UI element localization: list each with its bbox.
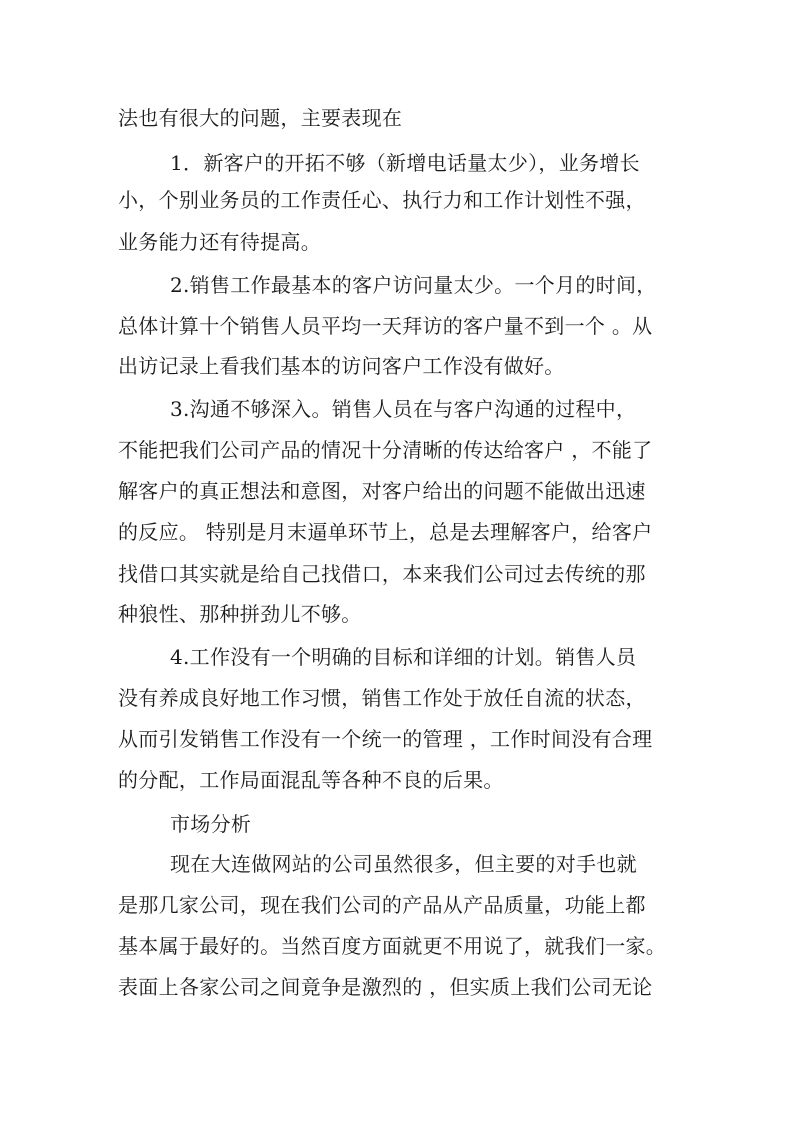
text-line: 的分配，工作局面混乱等各种不良的后果。 xyxy=(118,768,504,792)
list-item-4-line: 4.工作没有一个明确的目标和详细的计划。销售人员 xyxy=(170,645,637,669)
section-heading: 市场分析 xyxy=(170,812,252,836)
text-line: 的反应。 特别是月末逼单环节上，总是去理解客户，给客户 xyxy=(118,520,653,544)
text-line: 总体计算十个销售人员平均一天拜访的客户量不到一个 。从 xyxy=(118,314,653,338)
text-line: 种狼性、那种拼劲儿不够。 xyxy=(118,602,362,626)
text-line: 业务能力还有待提高。 xyxy=(118,230,321,254)
text-line: 是那几家公司，现在我们公司的产品从产品质量，功能上都 xyxy=(118,893,646,917)
text-line: 找借口其实就是给自己找借口，本来我们公司过去传统的那 xyxy=(118,562,646,586)
text-line: 解客户的真正想法和意图，对客户给出的问题不能做出迅速 xyxy=(118,479,646,503)
text-line: 表面上各家公司之间竟争是激烈的 ，但实质上我们公司无论 xyxy=(118,975,653,999)
list-item-2-line: 2.销售工作最基本的客户访问量太少。一个月的时间， xyxy=(170,273,657,297)
text-line: 法也有很大的问题，主要表现在 xyxy=(118,106,403,130)
text-line: 不能把我们公司产品的情况十分清晰的传达给客户 ，不能了 xyxy=(118,438,653,462)
list-item-1-line: 1．新客户的开拓不够（新增电话量太少），业务增长 xyxy=(170,151,640,175)
text-line: 从而引发销售工作没有一个统一的管理 ，工作时间没有合理 xyxy=(118,727,653,751)
text-line: 没有养成良好地工作习惯，销售工作处于放任自流的状态， xyxy=(118,686,646,710)
text-line: 基本属于最好的。当然百度方面就更不用说了，就我们一家。 xyxy=(118,934,667,958)
text-line: 小，个别业务员的工作责任心、执行力和工作计划性不强， xyxy=(118,188,646,212)
text-line: 出访记录上看我们基本的访问客户工作没有做好。 xyxy=(118,354,565,378)
list-item-3-line: 3.沟通不够深入。销售人员在与客户沟通的过程中， xyxy=(170,397,637,421)
paragraph-start-line: 现在大连做网站的公司虽然很多，但主要的对手也就 xyxy=(170,852,637,876)
